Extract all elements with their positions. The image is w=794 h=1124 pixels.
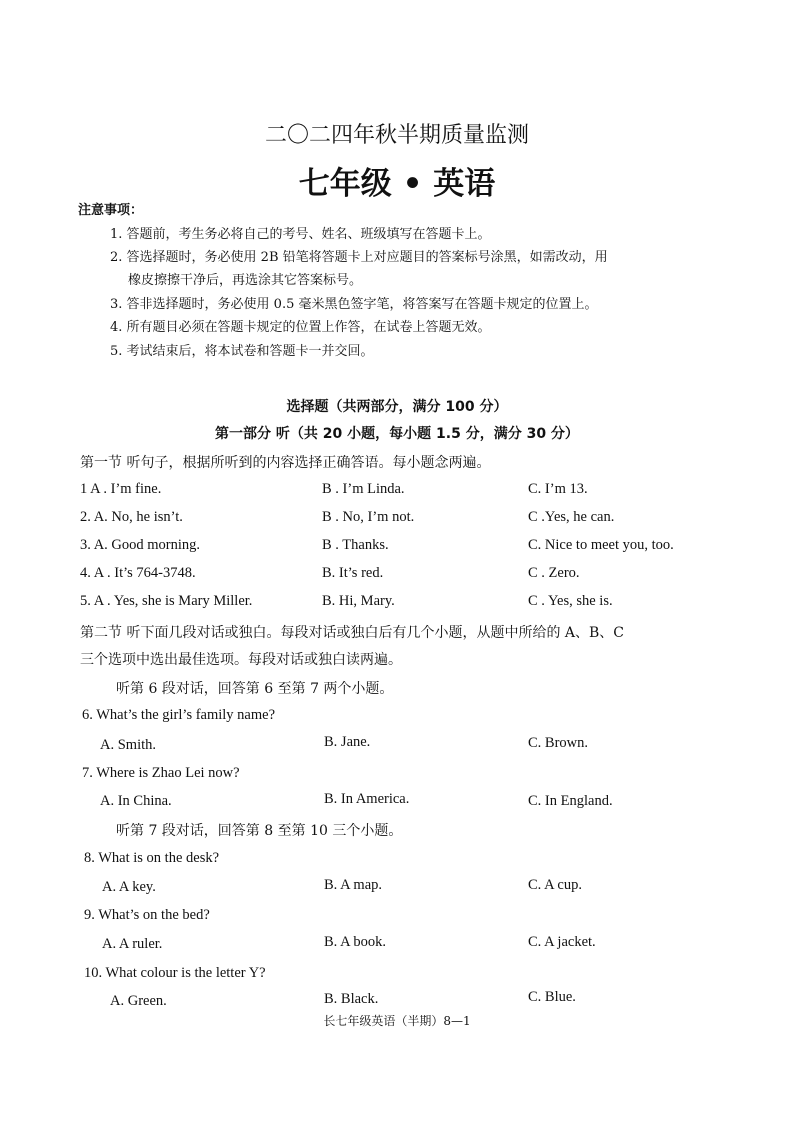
q6-option-b: B. Jane.	[324, 734, 371, 750]
q7-option-c: C. In England.	[528, 793, 613, 809]
q6-option-c: C. Brown.	[528, 735, 589, 751]
q6-option-a: A. Smith.	[100, 737, 156, 753]
q2-option-b: B . No, I’m not.	[322, 509, 415, 525]
q2-option-a: 2. A. No, he isn’t.	[80, 509, 183, 525]
q5-option-c: C . Yes, she is.	[528, 593, 613, 609]
section-heading: 选择题（共两部分，满分 100 分）	[286, 399, 508, 415]
q2-option-c: C .Yes, he can.	[528, 509, 615, 525]
q3-option-a: 3. A. Good morning.	[80, 537, 201, 553]
q10-option-a: A. Green.	[110, 993, 167, 1009]
q1-option-c: C. I’m 13.	[528, 481, 588, 497]
q4-option-c: C . Zero.	[528, 565, 580, 581]
q7-question: 7. Where is Zhao Lei now?	[82, 765, 240, 781]
part-one-heading: 第一部分 听（共 20 小题，每小题 1.5 分，满分 30 分）	[215, 426, 579, 442]
q6-question: 6. What’s the girl’s family name?	[82, 707, 276, 723]
subsection-two-instructions-cont: 三个选项中选出最佳选项。每段对话或独白读两遍。	[80, 652, 402, 668]
dialog-7-instructions: 听第 7 段对话，回答第 8 至第 10 三个小题。	[116, 823, 403, 839]
page-footer: 长七年级英语（半期）8—1	[323, 1014, 471, 1028]
q8-question: 8. What is on the desk?	[84, 850, 220, 866]
q5-option-a: 5. A . Yes, she is Mary Miller.	[80, 593, 253, 609]
notice-item-2-cont: 橡皮擦擦干净后，再选涂其它答案标号。	[128, 273, 363, 288]
notice-item-1: 1. 答题前，考生务必将自己的考号、姓名、班级填写在答题卡上。	[110, 227, 491, 242]
q8-option-c: C. A cup.	[528, 877, 582, 893]
exam-title: 二〇二四年秋半期质量监测	[264, 123, 529, 148]
q8-option-a: A. A key.	[102, 879, 156, 895]
subsection-one-instructions: 第一节 听句子，根据所听到的内容选择正确答语。每小题念两遍。	[80, 455, 491, 471]
q10-option-c: C. Blue.	[528, 989, 576, 1005]
q10-question: 10. What colour is the letter Y?	[84, 965, 266, 981]
notice-item-2: 2. 答选择题时，务必使用 2B 铅笔将答题卡上对应题目的答案标号涂黑，如需改动，用	[110, 250, 608, 265]
q7-option-b: B. In America.	[324, 791, 410, 807]
q1-option-b: B . I’m Linda.	[322, 481, 405, 497]
q5-option-b: B. Hi, Mary.	[322, 593, 395, 609]
notice-heading: 注意事项：	[78, 203, 144, 218]
dialog-6-instructions: 听第 6 段对话，回答第 6 至第 7 两个小题。	[116, 681, 394, 697]
q9-option-a: A. A ruler.	[102, 936, 163, 952]
q10-option-b: B. Black.	[324, 991, 379, 1007]
q4-option-b: B. It’s red.	[322, 565, 384, 581]
subsection-two-instructions: 第二节 听下面几段对话或独白。每段对话或独白后有几个小题，从题中所给的 A、B、C	[80, 625, 625, 641]
q9-option-b: B. A book.	[324, 934, 387, 950]
exam-subject-title: 七年级 • 英语	[298, 166, 496, 202]
q7-option-a: A. In China.	[100, 793, 172, 809]
q8-option-b: B. A map.	[324, 877, 383, 893]
notice-item-3: 3. 答非选择题时，务必使用 0.5 毫米黑色签字笔，将答案写在答题卡规定的位置上。	[110, 297, 598, 312]
q9-question: 9. What’s on the bed?	[84, 907, 210, 923]
notice-item-5: 5. 考试结束后，将本试卷和答题卡一并交回。	[110, 344, 374, 359]
q1-option-a: 1 A . I’m fine.	[80, 481, 162, 497]
q3-option-b: B . Thanks.	[322, 537, 389, 553]
q3-option-c: C. Nice to meet you, too.	[528, 537, 674, 553]
notice-item-4: 4. 所有题目必须在答题卡规定的位置上作答，在试卷上答题无效。	[110, 320, 491, 335]
q4-option-a: 4. A . It’s 764-3748.	[80, 565, 196, 581]
q9-option-c: C. A jacket.	[528, 934, 596, 950]
